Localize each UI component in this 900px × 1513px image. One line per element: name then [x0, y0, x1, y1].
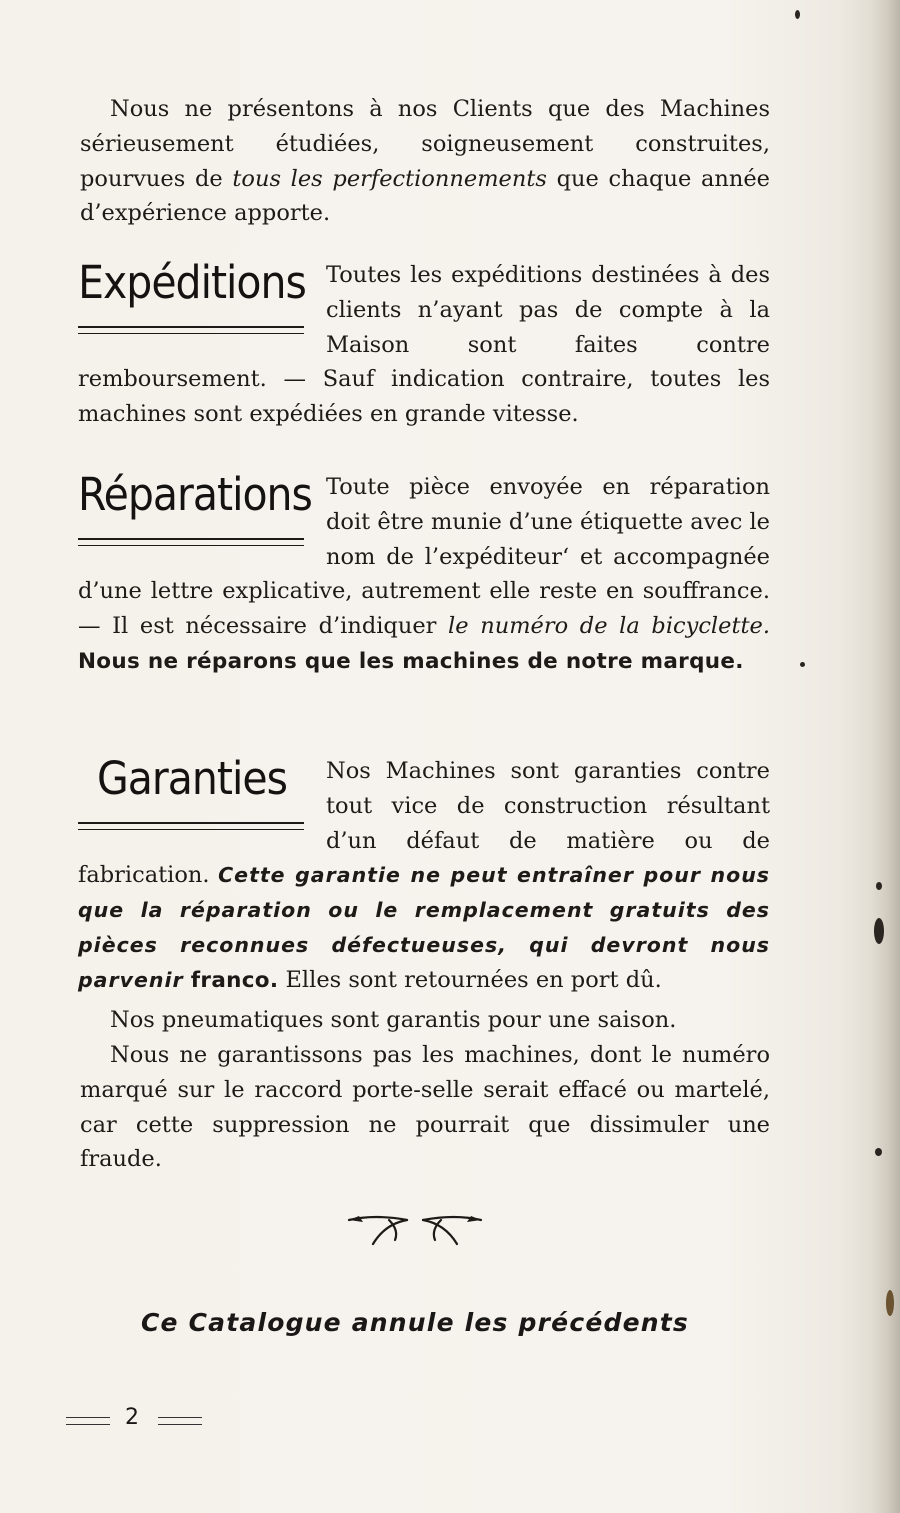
heading-title-reparations: Réparations [78, 468, 312, 522]
heading-rule [78, 538, 304, 540]
page-spine-shadow [872, 0, 900, 1513]
heading-title-expeditions: Expéditions [78, 256, 306, 310]
garanties-text: Nos Machines sont garanties contre tout vice de construction résultant d’un défaut de matière ou de fabrication. [78, 758, 770, 889]
reparations-bold: Nous ne réparons que les machines de notre marque. [78, 648, 744, 674]
intro-text-end: que chaque année d’expérience apporte. [80, 165, 770, 227]
catalogue-note: Ce Catalogue annule les précédents [141, 1308, 689, 1337]
section-reparations [78, 470, 770, 680]
section-garanties [78, 754, 770, 999]
garanties-bold-italic: Cette garantie ne peut entraîner pour nous que la réparation ou le remplacement gratuits des pièces reconnues défectueuses, qui devront nous parvenir [78, 863, 770, 992]
heading-rule [78, 333, 304, 334]
intro-paragraph [80, 92, 770, 231]
tyres-paragraph: Nos pneumatiques sont garantis pour une saison. [110, 1007, 677, 1033]
heading-title-garanties: Garanties [97, 752, 287, 806]
heading-rule [78, 545, 304, 546]
heading-rule [78, 822, 304, 824]
paper-spot [800, 662, 805, 667]
guarantee-exclusion-paragraph: Nous ne garantissons pas les machines, dont le numéro marqué sur le raccord porte-selle serait effacé ou martelé, car cette suppression ne pourrait que dissimuler une fraude. [80, 1042, 770, 1173]
section-text-expeditions: Toutes les expéditions destinées à des clients n’ayant pas de compte à la Maison sont faites contre remboursement. — Sauf indication contraire, toutes les machines sont expédiées en grande vitesse. [78, 262, 770, 428]
page-number-rule [158, 1417, 202, 1425]
garanties-bold: franco. [190, 967, 279, 993]
paper-spot [876, 882, 882, 890]
page-number: 2 [125, 1405, 139, 1430]
paper-spot [886, 1290, 894, 1316]
section-heading-expeditions [78, 258, 306, 362]
paper-spot [795, 10, 800, 19]
section-expeditions [78, 258, 770, 432]
section-heading-garanties [78, 754, 306, 858]
ornament-icon [345, 1210, 485, 1250]
heading-rule [78, 829, 304, 830]
paper-spot [874, 918, 884, 944]
section-heading-reparations [78, 468, 312, 574]
intro-text: Nous ne présentons à nos Clients que des Machines sérieusement étudiées, soigneusement construites, pourvues de [80, 96, 770, 192]
heading-rule [78, 326, 304, 328]
garanties-text-end: Elles sont retournées en port dû. [278, 966, 662, 993]
intro-italic: tous les perfectionnements [232, 165, 547, 192]
reparations-text: Toute pièce envoyée en réparation doit être munie d’une étiquette avec le nom de l’expéditeur‘ et accompagnée d’une lettre explicative, autrement elle reste en souffrance. — Il est nécessaire d’indiquer [78, 474, 770, 640]
paper-spot [875, 1148, 882, 1156]
page-number-rule [66, 1417, 110, 1425]
reparations-italic: le numéro de la bicyclette. [448, 613, 770, 640]
